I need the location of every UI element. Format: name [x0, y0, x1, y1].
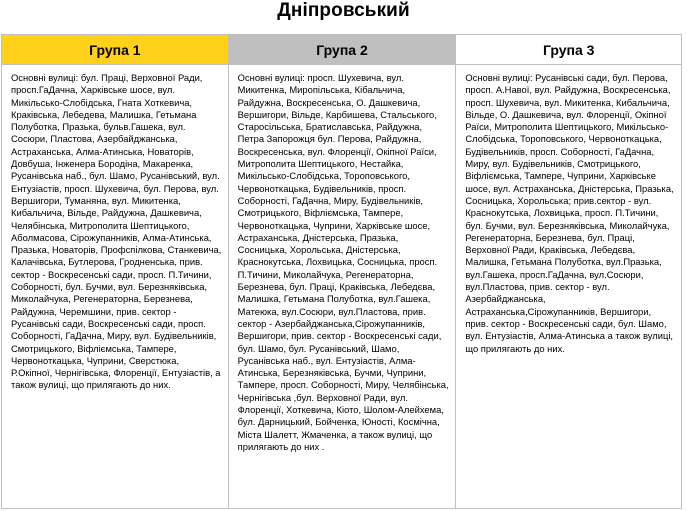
group-3-header: Група 3	[456, 35, 681, 65]
group-2-header: Група 2	[229, 35, 456, 65]
groups-table	[1, 34, 682, 509]
group-1-header: Група 1	[2, 35, 228, 65]
page-title: Дніпровський	[277, 0, 410, 21]
group-2-streets: Основні вулиці: просп. Шухевича, вул. Микитенка, Миропільська, Кібальчича, Райдужна, Воскресенська, О. Дашкевича, Вершигори, Вільде, Карбишева, Стальського, Старосільська, Братиславська, Райдужна, Петра Запорожця бул. Перова, Райдужна, Воскресенська, вул. Флоренції, Окіпної Раїси, Митрополита Шептицького, Нестайка, Микільсько-Слобідська, Тороповського, Червоноткацька, Будівельників, просп. Соборності, ГаДачна, Миру, Будівельників, Смотрицького, Віфліємська, Тампере, Червоноткацька, Чуприни, Харківське шосе, Астраханська, Дністерська, Празька, Сосницька, Хорольська, Дністерська, Краснокутська, Лохвицька, Сосницька, просп. П.Тичини, Миколайчука, Регенераторна, Березнева, бул. Праці, Краківська, Лебедєва, Малишка, Гетьмана Полуботка, вул.Гашека, Матеюка, вул.Сосюри, вул.Пластова, прив. сектор - Азербайджанська,Сірожупанників, Вершигори, прив. сектор - Воскресенські сади, бул. Шамо, бул. Русанівський, Шамо, Русанівська наб., вул. Ентузіастів, Алма-Атинська, Березняківська, Бучми, Чуприни, Тампере, просп. Соборності, Миру, Челябінська, Чернігівська ,бул. Верховної Ради, вул. Флоренції, Хоткевича, Кіото, Шолом-Алейхема, бул. Дарницький, Бойченка, Юності, Космічна, Міста Шалетт, Жмаченка, а також вулиці, що прилягають до них .	[237, 72, 449, 452]
group-3-streets: Основні вулиці: Русанівські сади, бул. Перова, просп. А.Навої, вул. Райдужна, Воскресенська, просп. Шухевича, вул. Микитенка, Кибальчича, Вільде, О. Дашкевича, вул. Флоренції, Окіпної Раїси, Митрополита Шептицького, Микільсько-Слобідська, Тороповського, Червоноткацька, Будівельників, просп. Соборності, ГаДачна, Миру, вул. Будівельників, Смотрицького, Віфліємська, Тампере, Чуприни, Харківське шосе, вул. Астраханська, Дністерська, Празька, Сосницька, Хорольська; прив.сектор - вул. Краснокутська, Лохвицька, просп. П.Тичини, бул. Бучми, вул. Березняківська, Миколайчука, Регенераторна, Березнева, бул. Праці, Верховної Ради, Краківська, Лебедєва, Малишка, Гетьмана Полуботка, вул.Празька, вул.Гашека, просп.ГаДачна, вул.Сосюри, вул.Пластова, прив. сектор - вул. Азербайджанська, Астраханська,Сірожупанників, Вершигори, прив. сектор - Воскресенські сади, бул. Шамо, вул. Ентузіастів, Алма-Атинська а також вулиці, що прилягають до них.	[465, 72, 674, 354]
group-2-column	[229, 35, 457, 509]
group-1-streets: Основні вулиці: бул. Праці, Верховної Ради, просп.ГаДачна, Харківське шосе, вул. Микільсько-Слобідська, Гната Хоткевича, Краківська, Лебедева, Малишка, Гетьмана Полуботка, Празька, бульв.Гашека, вул. Сосюри, Пластова, Азербайджанська, Астраханська, Алма-Атинська, Новаторів, Довбуша, Інженера Бородіна, Макаренка, Русанівська наб., бул. Шамо, Русанівський, вул. Ентузіастів, просп. Шухевича, бул. Перова, вул. Вершигори, Туманяна, вул. Микитенка, Кибальчича, Вільде, Райдужна, Дашкевича, Челябінська, Митрополита Шептицького, Аболмасова, Сірожупанників, Алма-Атинська, Празька, Новаторів, Профспілкова, Станкевича, Калачівська, Бутлерова, Гродненська, прив. сектор - Воскресенські сади, просп. П.Тичини, Соборності, бул. Бучми, вул. Березняківська, Миколайчука, Регенераторна, Березнева, Райдужна, Черемшини, прив. сектор - Русанівські сади, Воскресенські сади, просп. Соборності, ГаДачна, Миру, вул. Будівельників, Смотрицького, Віфліємська, Тампере, Червоноткацька, Чуприни, Сверстюка, Р.Окіпної, Чернігівська, Флоренції, Ентузіастів, а також вулиці, що прилягають до них.	[11, 72, 222, 391]
group-1-column	[2, 35, 229, 509]
group-3-column	[456, 35, 682, 509]
